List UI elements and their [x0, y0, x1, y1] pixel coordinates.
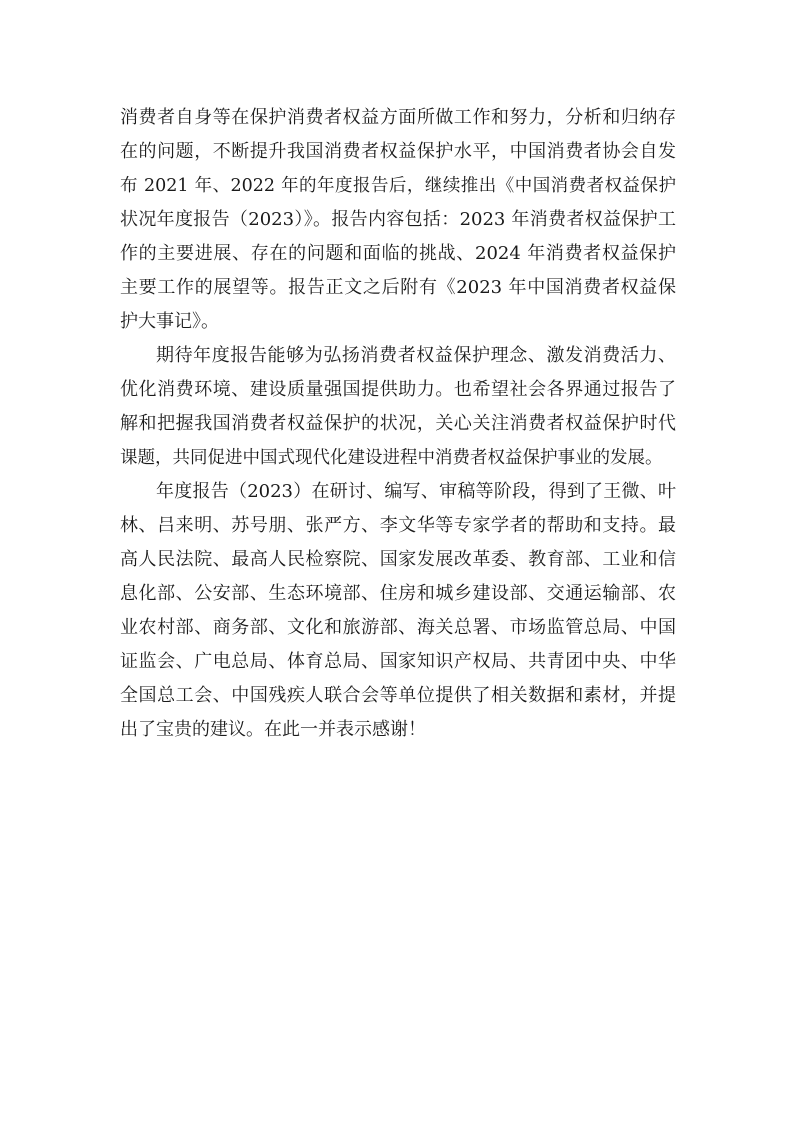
text-line: 出了宝贵的建议。在此一并表示感谢！: [120, 719, 426, 740]
text-line: 作的主要进展、存在的问题和面临的挑战、2024 年消费者权益保护: [120, 243, 676, 264]
text-line: 课题，共同促进中国式现代化建设进程中消费者权益保护事业的发展。: [120, 448, 663, 468]
text-line: 消费者自身等在保护消费者权益方面所做工作和努力，分析和归纳存: [120, 107, 676, 128]
paragraph-2: [120, 339, 676, 475]
text-line: 状况年度报告（2023）》。报告内容包括：2023 年消费者权益保护工: [120, 209, 676, 230]
paragraph-1: [120, 101, 676, 339]
text-line: 高人民法院、最高人民检察院、国家发展改革委、教育部、工业和信: [120, 549, 676, 570]
text-line: 优化消费环境、建设质量强国提供助力。也希望社会各界通过报告了: [120, 379, 676, 400]
text-line: 护大事记》。: [120, 311, 219, 332]
text-line: 布 2021 年、2022 年的年度报告后，继续推出《中国消费者权益保护: [120, 176, 676, 196]
paragraph-3: [120, 475, 676, 747]
text-line: 证监会、广电总局、体育总局、国家知识产权局、共青团中央、中华: [120, 651, 676, 672]
text-line: 年度报告（2023）在研讨、编写、审稿等阶段，得到了王微、叶: [156, 481, 676, 502]
text-line: 息化部、公安部、生态环境部、住房和城乡建设部、交通运输部、农: [120, 583, 676, 604]
text-line: 林、吕来明、苏号朋、张严方、李文华等专家学者的帮助和支持。最: [120, 515, 676, 536]
text-line: 期待年度报告能够为弘扬消费者权益保护理念、激发消费活力、: [156, 345, 676, 366]
text-line: 在的问题，不断提升我国消费者权益保护水平，中国消费者协会自发: [120, 141, 676, 162]
text-line: 主要工作的展望等。报告正文之后附有《2023 年中国消费者权益保: [120, 277, 676, 298]
text-line: 全国总工会、中国残疾人联合会等单位提供了相关数据和素材，并提: [120, 685, 676, 706]
body-text: [120, 101, 676, 747]
text-line: 业农村部、商务部、文化和旅游部、海关总署、市场监管总局、中国: [120, 617, 676, 638]
text-line: 解和把握我国消费者权益保护的状况，关心关注消费者权益保护时代: [120, 413, 676, 434]
